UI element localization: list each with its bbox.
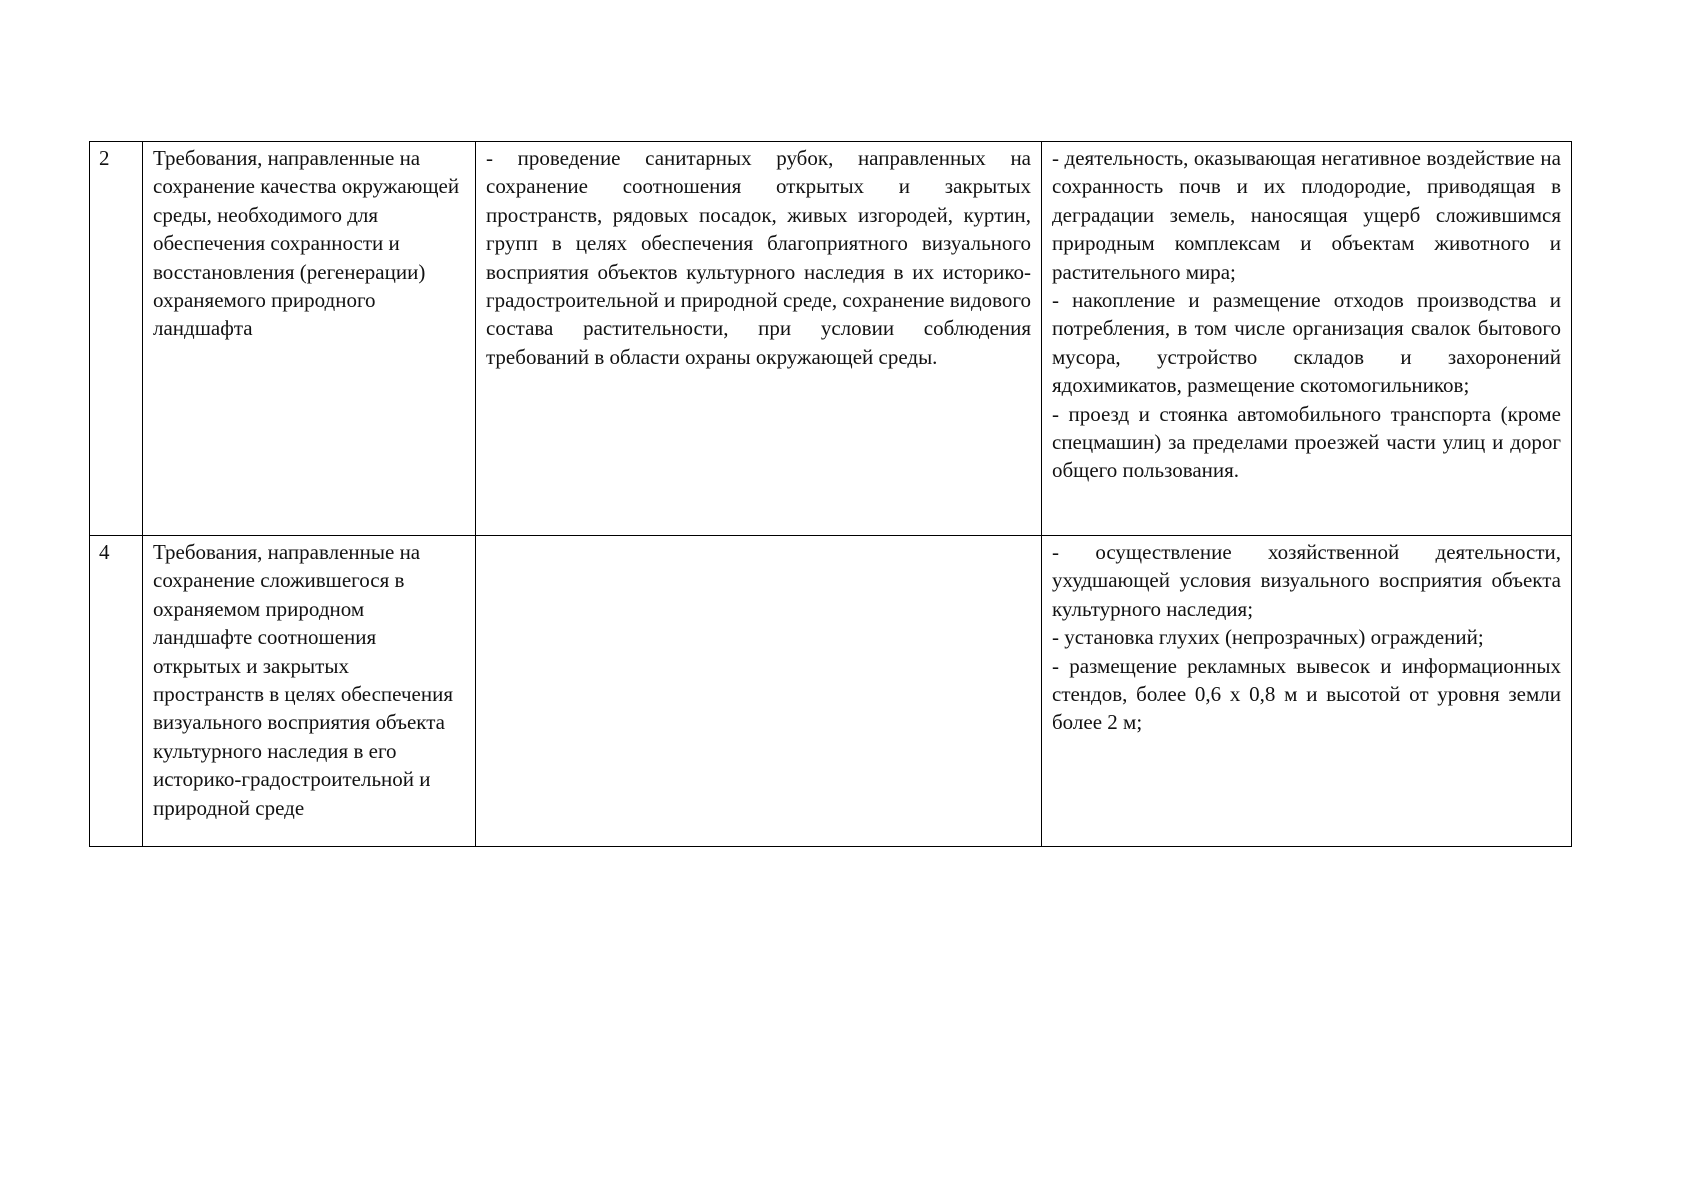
forbidden-activities-cell xyxy=(1042,142,1572,536)
forbidden-item: - накопление и размещение отходов производства и потребления, в том числе организация свалок бытового мусора, устройство складов и захоронений ядохимикатов, размещение скотомогильников; xyxy=(1052,288,1561,398)
forbidden-item: - осуществление хозяйственной деятельности, ухудшающей условия визуального восприятия объекта культурного наследия; xyxy=(1052,540,1561,621)
requirements-table xyxy=(89,141,1572,847)
forbidden-activities-cell xyxy=(1042,536,1572,847)
allowed-activities-cell xyxy=(476,536,1042,847)
row-number: 2 xyxy=(90,142,143,536)
requirement-cell: Требования, направленные на сохранение сложившегося в охраняемом природном ландшафте соотношения открытых и закрытых пространств в целях обеспечения визуального восприятия объекта культурного наследия в его историко-градостроительной и природной среде xyxy=(143,536,476,847)
forbidden-item: - проезд и стоянка автомобильного транспорта (кроме спецмашин) за пределами проезжей части улиц и дорог общего пользования. xyxy=(1052,401,1561,483)
allowed-item: - проведение санитарных рубок, направленных на сохранение соотношения открытых и закрытых пространств, рядовых посадок, живых изгородей, куртин, групп в целях обеспечения благоприятного визуального восприятия объектов культурного наследия в их историко-градостроительной и природной среде, сохранение видового состава растительности, при условии соблюдения требований в области охраны окружающей среды. xyxy=(486,146,1031,369)
forbidden-item: - деятельность, оказывающая негативное воздействие на сохранность почв и их плодородие, приводящая в деградации земель, наносящая ущерб сложившимся природным комплексам и объектам животного и растительного мира; xyxy=(1052,146,1561,284)
forbidden-item: - установка глухих (непрозрачных) ограждений; xyxy=(1052,625,1484,650)
row-number: 4 xyxy=(90,536,143,847)
allowed-activities-cell xyxy=(476,142,1042,536)
table-row xyxy=(90,142,1572,536)
forbidden-item: - размещение рекламных вывесок и информационных стендов, более 0,6 х 0,8 м и высотой от уровня земли более 2 м; xyxy=(1052,653,1561,735)
requirement-cell: Требования, направленные на сохранение качества окружающей среды, необходимого для обеспечения сохранности и восстановления (регенерации) охраняемого природного ландшафта xyxy=(143,142,476,536)
table-row xyxy=(90,536,1572,847)
